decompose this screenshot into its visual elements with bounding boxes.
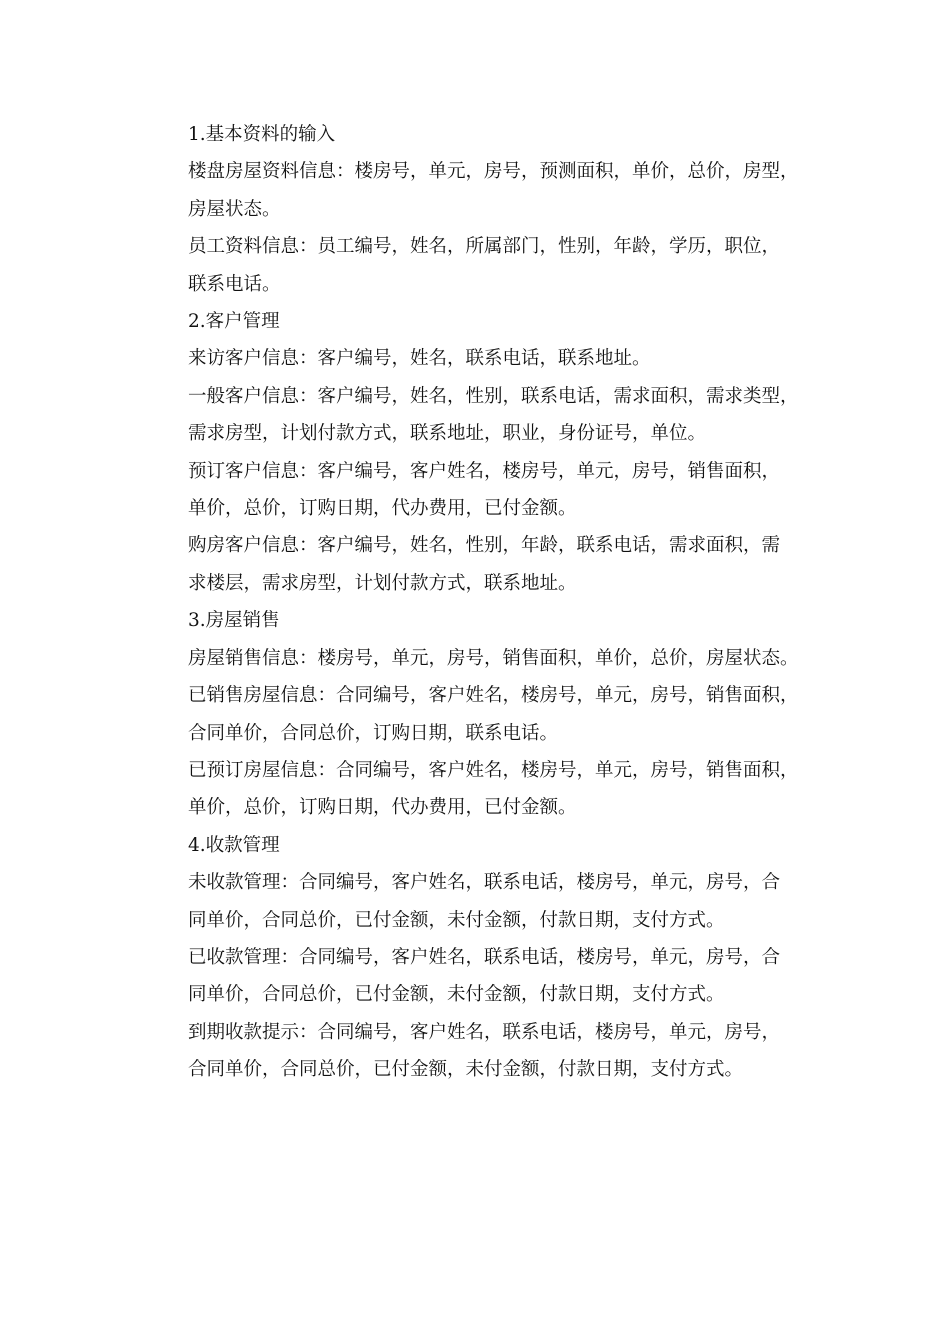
paragraph-line: 员工资料信息：员工编号，姓名，所属部门，性别，年龄，学历，职位， [188,236,781,258]
paragraph-line: 来访客户信息：客户编号，姓名，联系电话，联系地址。 [188,348,651,370]
paragraph-line: 同单价，合同总价，已付金额，未付金额，付款日期，支付方式。 [188,984,725,1006]
paragraph-line: 单价，总价，订购日期，代办费用，已付金额。 [188,797,577,819]
paragraph-line: 合同单价，合同总价，订购日期，联系电话。 [188,722,559,744]
section-heading: 4.收款管理 [188,834,280,856]
paragraph-line: 单价，总价，订购日期，代办费用，已付金额。 [188,498,577,520]
paragraph-line: 预订客户信息：客户编号，客户姓名，楼房号，单元，房号，销售面积， [188,460,781,482]
paragraph-line: 已预订房屋信息：合同编号，客户姓名，楼房号，单元，房号，销售面积， [188,759,799,781]
paragraph-line: 已收款管理：合同编号，客户姓名，联系电话，楼房号，单元，房号，合 [188,946,781,968]
paragraph-line: 同单价，合同总价，已付金额，未付金额，付款日期，支付方式。 [188,909,725,931]
paragraph-line: 购房客户信息：客户编号，姓名，性别，年龄，联系电话，需求面积，需 [188,535,781,557]
section-heading: 2.客户管理 [188,311,280,333]
paragraph-line: 需求房型，计划付款方式，联系地址，职业，身份证号，单位。 [188,423,707,445]
paragraph-line: 楼盘房屋资料信息：楼房号，单元，房号，预测面积，单价，总价，房型， [188,161,799,183]
paragraph-line: 合同单价，合同总价，已付金额，未付金额，付款日期，支付方式。 [188,1059,744,1081]
paragraph-line: 房屋销售信息：楼房号，单元，房号，销售面积，单价，总价，房屋状态。 [188,647,799,669]
paragraph-line: 未收款管理：合同编号，客户姓名，联系电话，楼房号，单元，房号，合 [188,872,781,894]
paragraph-line: 求楼层，需求房型，计划付款方式，联系地址。 [188,572,577,594]
section-heading: 1.基本资料的输入 [188,124,336,145]
paragraph-line: 已销售房屋信息：合同编号，客户姓名，楼房号，单元，房号，销售面积， [188,685,799,707]
paragraph-line: 联系电话。 [188,273,281,295]
section-heading: 3.房屋销售 [188,610,280,632]
document-page [188,116,808,1089]
paragraph-line: 一般客户信息：客户编号，姓名，性别，联系电话，需求面积，需求类型， [188,385,799,407]
paragraph-line: 房屋状态。 [188,198,281,220]
paragraph-line: 到期收款提示：合同编号，客户姓名，联系电话，楼房号，单元，房号， [188,1021,781,1043]
